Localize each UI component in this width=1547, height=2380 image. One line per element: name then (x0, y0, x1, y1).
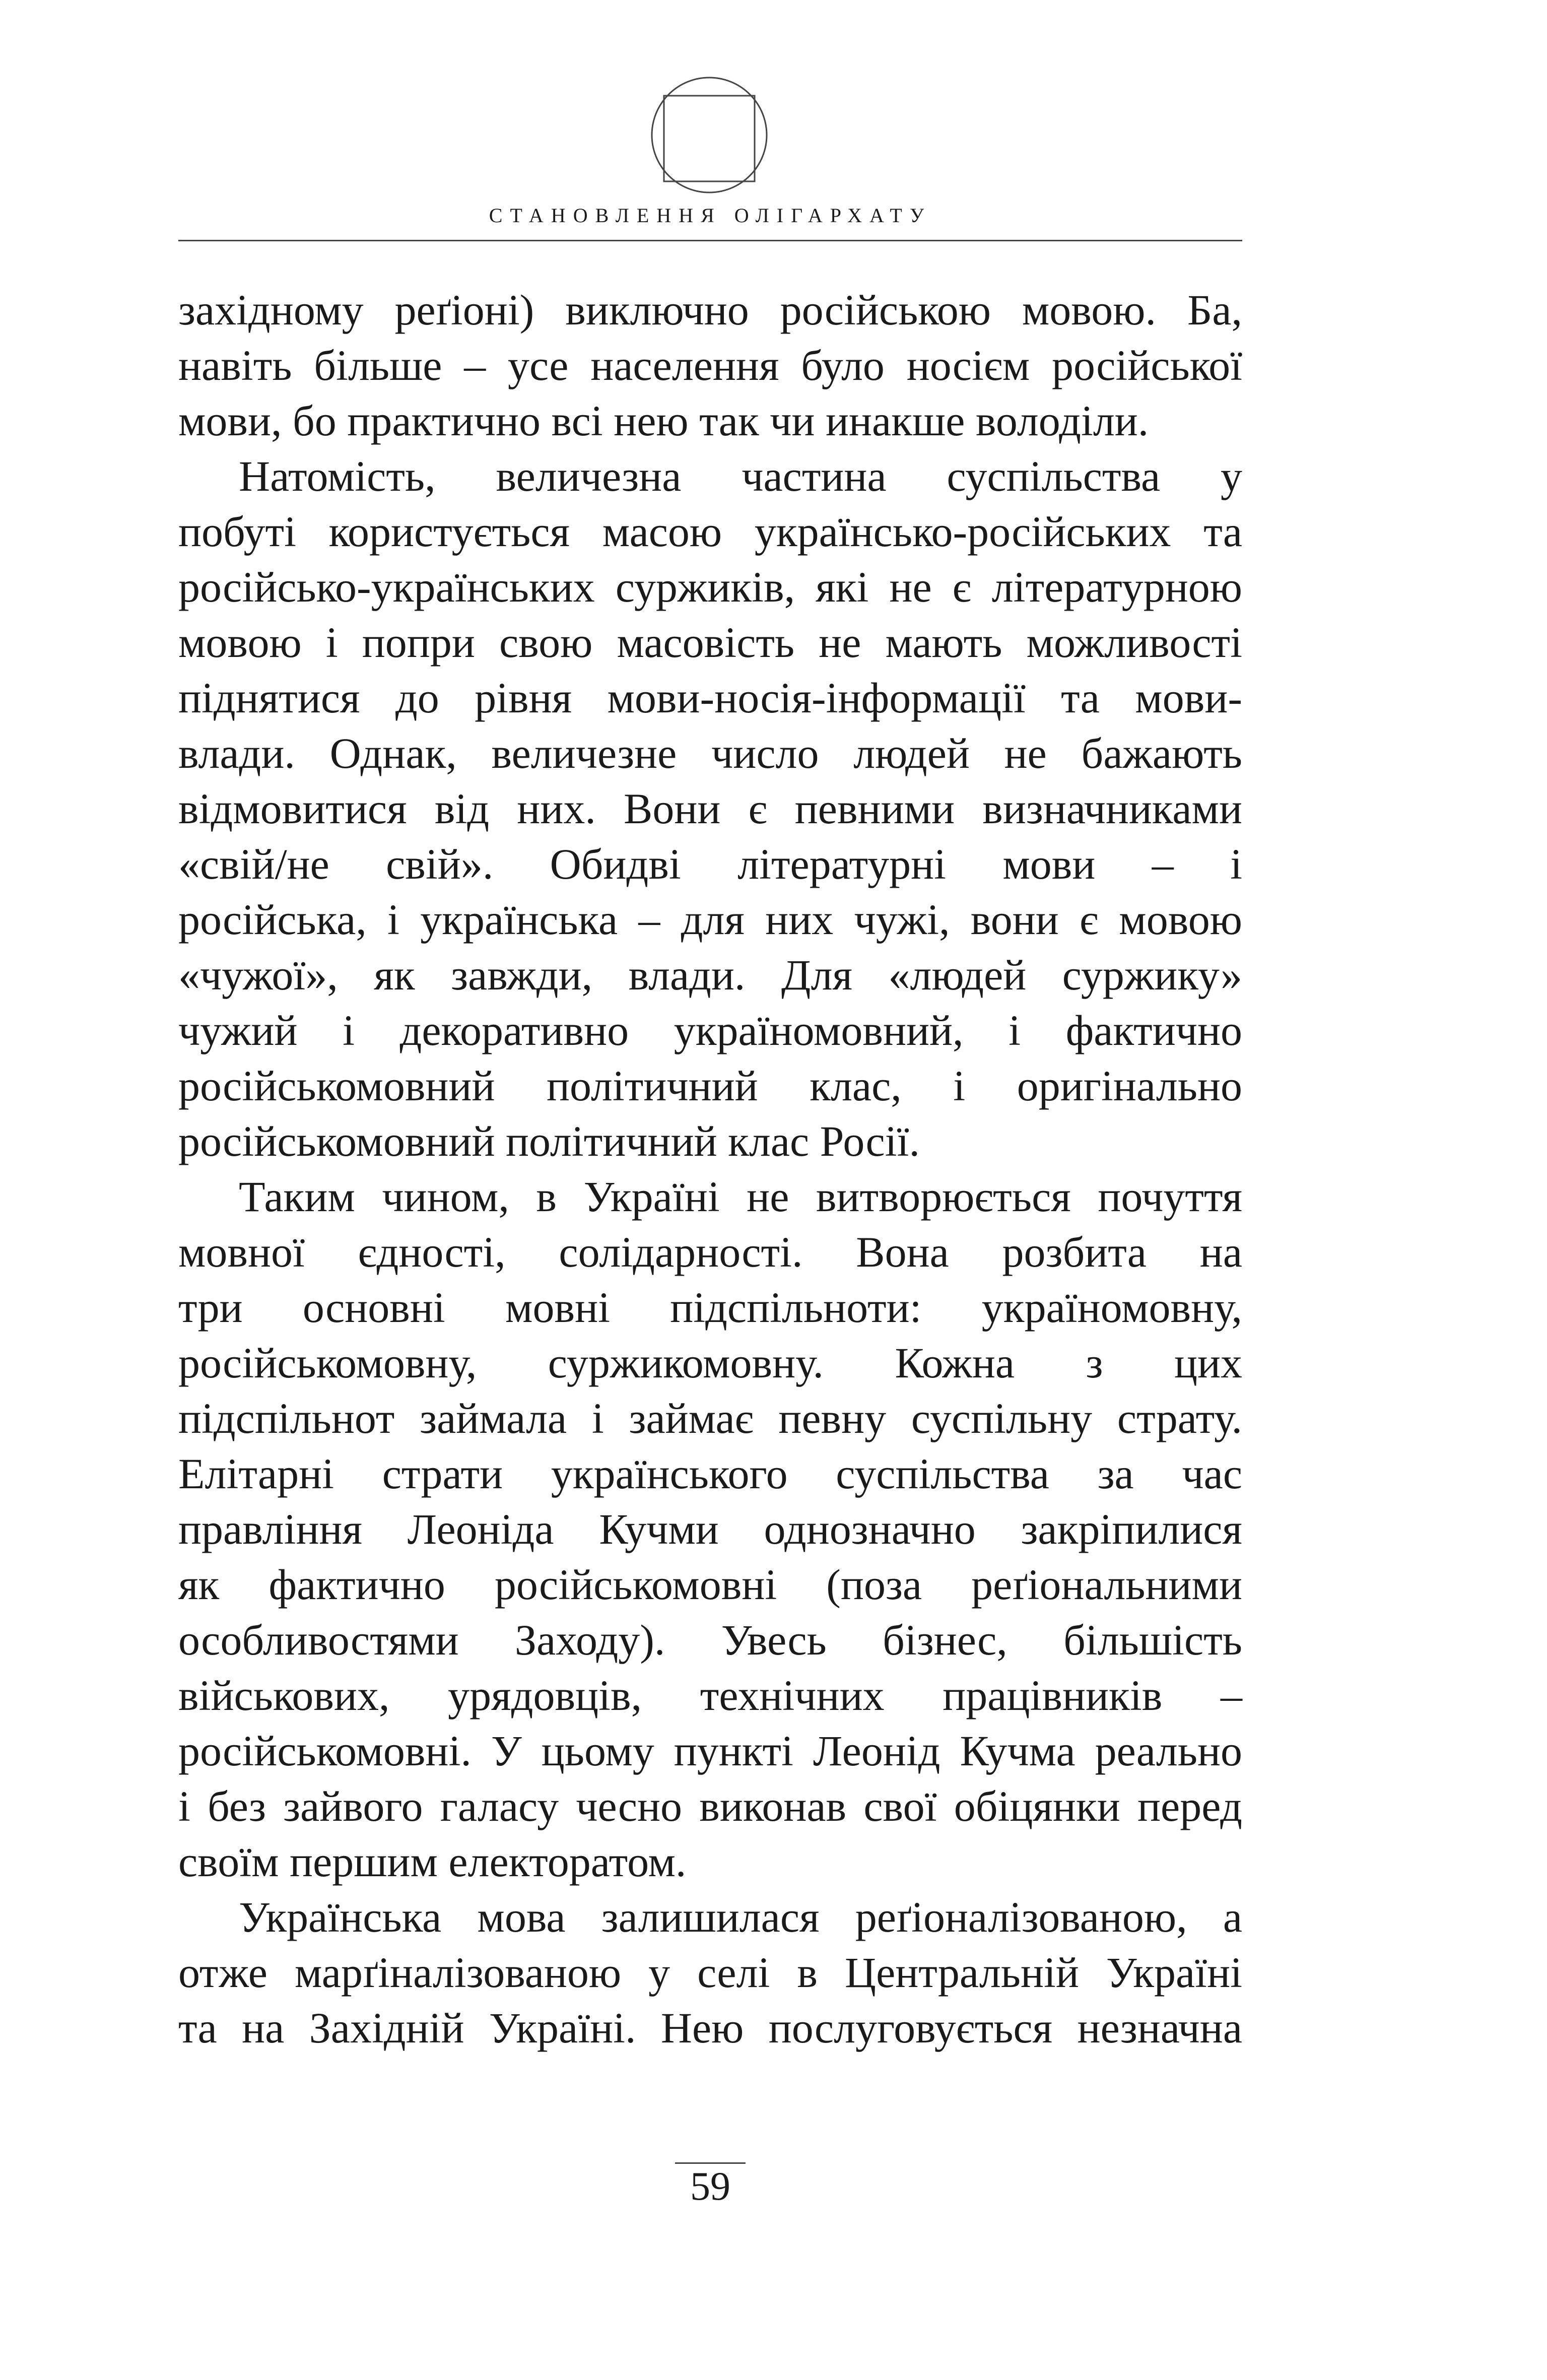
text-line: російськомовні. У цьому пункті Леонід Кучма реально (178, 1727, 1242, 1775)
text-line: російськомовний політичний клас, і оригінально (178, 1062, 1242, 1110)
text-line: отже марґіналізованою у селі в Центральній Україні (178, 1948, 1242, 1997)
text-line: чужий і декоративно україномовний, і фактично (178, 1006, 1242, 1054)
circle-square-emblem-icon (649, 75, 770, 195)
text-line: мови, бо практично всі нею так чи инакше володіли. (178, 396, 1149, 445)
text-line: три основні мовні підспільноти: україномовну, (178, 1283, 1242, 1332)
text-line: російськомовний політичний клас Росії. (178, 1117, 920, 1165)
text-line: російська, і українська – для них чужі, вони є мовою (178, 895, 1242, 944)
text-line: піднятися до рівня мови-носія-інформації та мови- (178, 674, 1242, 722)
paragraph (178, 282, 1242, 448)
text-line: Елітарні страти українського суспільства за час (178, 1449, 1242, 1498)
text-line: Таким чином, в Україні не витворюється почуття (239, 1172, 1242, 1221)
page-number: 59 (690, 2164, 730, 2209)
paragraph (178, 448, 1242, 1169)
body-text (178, 282, 1242, 2056)
text-line: влади. Однак, величезне число людей не бажають (178, 729, 1242, 777)
text-line: Натомість, величезна частина суспільства у (239, 452, 1242, 500)
text-line: підспільнот займала і займає певну суспільну страту. (178, 1394, 1242, 1442)
text-line: і без зайвого галасу чесно виконав свої обіцянки перед (178, 1782, 1242, 1830)
text-line: навіть більше – усе населення було носієм російської (178, 341, 1242, 389)
paragraph (178, 1889, 1242, 2056)
text-line: побуті користується масою українсько-російських та (178, 507, 1242, 556)
paragraph (178, 1169, 1242, 1889)
text-line: відмовитися від них. Вони є певними визначниками (178, 784, 1242, 833)
text-line: російськомовну, суржикомовну. Кожна з цих (178, 1339, 1242, 1387)
text-line: військових, урядовців, технічних працівників – (178, 1671, 1242, 1720)
text-line: своїм першим електоратом. (178, 1837, 687, 1886)
running-head-title: СТАНОВЛЕННЯ ОЛІГАРХАТУ (489, 204, 932, 227)
text-line: мовою і попри свою масовість не мають можливості (178, 618, 1242, 667)
text-line: Українська мова залишилася реґіоналізованою, а (239, 1893, 1242, 1941)
text-line: та на Західній Україні. Нею послуговується незначна (178, 2004, 1242, 2052)
text-line: «свій/не свій». Обидві літературні мови – і (178, 840, 1242, 888)
text-line: російсько-українських суржиків, які не є літературною (178, 563, 1242, 611)
text-line: західному реґіоні) виключно російською мовою. Ба, (178, 286, 1242, 334)
text-line: «чужої», як завжди, влади. Для «людей суржику» (178, 951, 1242, 999)
text-line: правління Леоніда Кучми однозначно закріпилися (178, 1505, 1242, 1553)
text-line: мовної єдності, солідарності. Вона розбита на (178, 1228, 1242, 1276)
text-line: особливостями Заходу). Увесь бізнес, більшість (178, 1616, 1242, 1664)
header-rule (178, 240, 1242, 241)
text-line: як фактично російськомовні (поза реґіональними (178, 1560, 1242, 1609)
